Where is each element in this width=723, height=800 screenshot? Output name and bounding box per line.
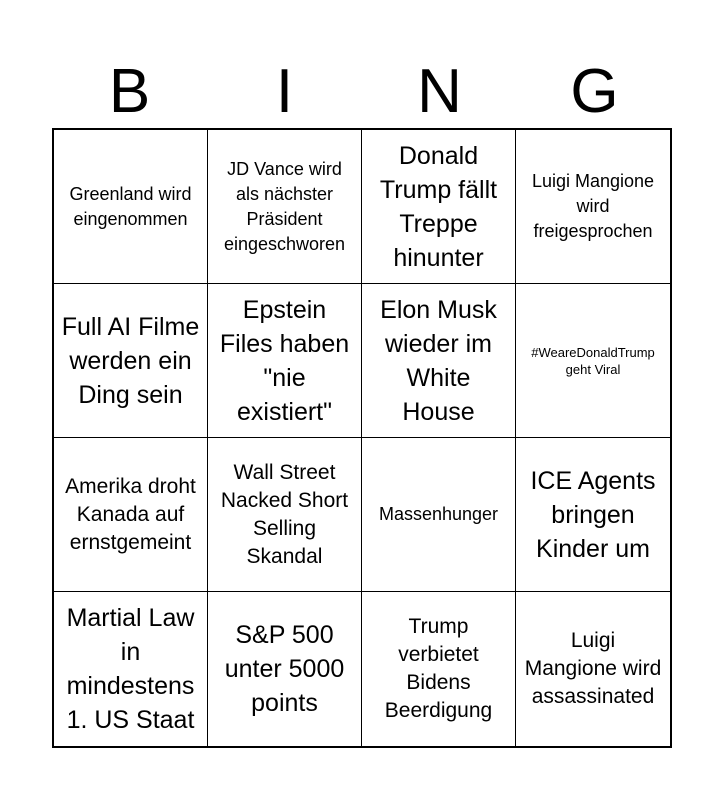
cell-text: #WeareDonaldTrump geht Viral bbox=[531, 344, 655, 377]
bingo-cell[interactable] bbox=[54, 130, 208, 284]
cell-text: Luigi Mangione wird assassinated bbox=[524, 629, 662, 708]
cell-text: Massenhunger bbox=[378, 504, 499, 524]
cell-text: Full AI Filme werden ein Ding sein bbox=[61, 312, 200, 409]
bingo-cell[interactable] bbox=[54, 438, 208, 592]
cell-text: S&P 500 unter 5000 points bbox=[224, 621, 345, 717]
bingo-cell[interactable] bbox=[516, 284, 670, 438]
bingo-cell[interactable] bbox=[516, 130, 670, 284]
cell-text: ICE Agents bringen Kinder um bbox=[530, 466, 656, 563]
bingo-cell[interactable] bbox=[362, 592, 516, 746]
bingo-cell[interactable] bbox=[362, 130, 516, 284]
bingo-cell[interactable] bbox=[516, 438, 670, 592]
header-letter-g: G bbox=[570, 57, 619, 126]
bingo-cell[interactable] bbox=[54, 592, 208, 746]
cell-text: Wall Street Nacked Short Selling Skandal bbox=[220, 460, 349, 568]
cell-text: Martial Law in mindestens 1. US Staat bbox=[66, 604, 195, 734]
bingo-cell[interactable] bbox=[54, 284, 208, 438]
bingo-cell[interactable] bbox=[362, 284, 516, 438]
cell-text: JD Vance wird als nächster Präsident eingeschworen bbox=[223, 158, 346, 254]
header-letter-b: B bbox=[108, 57, 151, 126]
bingo-board bbox=[52, 128, 672, 748]
bingo-cell[interactable] bbox=[208, 438, 362, 592]
bingo-cell[interactable] bbox=[208, 592, 362, 746]
cell-text: Epstein Files haben "nie existiert" bbox=[219, 295, 350, 426]
header-letter-n: N bbox=[417, 57, 462, 126]
cell-text: Donald Trump fällt Treppe hinunter bbox=[379, 141, 498, 272]
bingo-cell[interactable] bbox=[208, 284, 362, 438]
cell-text: Trump verbietet Bidens Beerdigung bbox=[384, 615, 493, 722]
cell-text: Luigi Mangione wird freigesprochen bbox=[531, 171, 655, 241]
cell-text: Amerika droht Kanada auf ernstgemeint bbox=[65, 474, 196, 554]
bingo-header bbox=[52, 58, 672, 126]
bingo-cell[interactable] bbox=[516, 592, 670, 746]
header-letter-i: I bbox=[275, 57, 294, 126]
cell-text: Elon Musk wieder im White House bbox=[380, 295, 497, 426]
bingo-cell[interactable] bbox=[362, 438, 516, 592]
bingo-cell[interactable] bbox=[208, 130, 362, 284]
cell-text: Greenland wird eingenommen bbox=[69, 183, 192, 229]
